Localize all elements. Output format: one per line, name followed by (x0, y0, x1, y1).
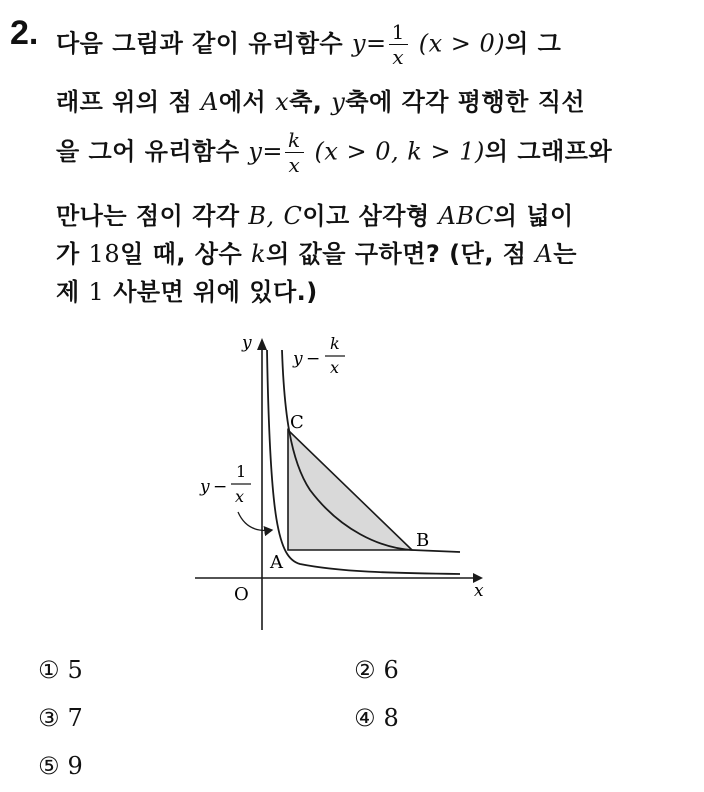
label-num: k (330, 334, 340, 353)
text-segment: 다음 그림과 같이 유리함수 (56, 29, 344, 58)
math-number: 18 (88, 240, 121, 268)
fraction-1-over-x (389, 22, 408, 67)
choice-value: 6 (383, 656, 399, 684)
fraction-denominator: x (288, 153, 301, 177)
fraction-k-over-x (285, 130, 304, 175)
question-line-4 (56, 196, 574, 231)
question-line-1 (56, 22, 561, 67)
text-segment: 만나는 점이 각각 (56, 202, 240, 230)
text-segment: 의 값을 구하면? (단, 점 (266, 240, 527, 268)
text-segment: 축에 각각 평행한 직선 (345, 88, 586, 116)
math-var: y (331, 88, 346, 116)
fraction-denominator: x (392, 45, 405, 69)
choice-mark: ③ (38, 704, 60, 732)
math-var: A (201, 88, 219, 116)
text-segment: 이고 삼각형 (302, 202, 430, 230)
curve-k-label (292, 334, 345, 377)
math-var: A (535, 240, 554, 268)
text-segment: 래프 위의 점 (56, 88, 193, 116)
label-lhs: y (200, 477, 210, 497)
math-var: y (248, 137, 263, 166)
math-var: ABC (438, 202, 494, 230)
choice-value: 5 (67, 656, 83, 684)
point-b-label: B (416, 530, 430, 551)
math-condition: (x > 0, k > 1) (314, 137, 485, 166)
question-number: 2. (10, 14, 39, 52)
choice-value: 9 (67, 752, 83, 780)
text-segment: 의 그래프와 (484, 137, 613, 166)
choice-mark: ① (38, 656, 60, 684)
text-segment: 에서 (218, 88, 267, 116)
math-number: 1 (88, 278, 105, 306)
curve-label-pointer (238, 512, 272, 530)
math-var: k (251, 240, 267, 268)
label-op: − (306, 349, 321, 369)
question-line-6 (56, 272, 318, 307)
origin-label: O (234, 584, 249, 605)
math-var: C (283, 202, 303, 230)
text-segment: 축, (289, 88, 323, 116)
label-op: − (213, 477, 228, 497)
choice-5[interactable] (38, 752, 83, 780)
label-den: x (330, 358, 340, 377)
point-c-label: C (290, 412, 304, 433)
figure-svg (190, 320, 500, 640)
text-segment: 는 (553, 240, 577, 268)
choice-value: 7 (67, 704, 83, 732)
choice-mark: ⑤ (38, 752, 60, 780)
text-segment: 의 그 (505, 29, 562, 58)
math-op: = (366, 29, 387, 58)
label-lhs: y (293, 349, 303, 369)
math-op: = (262, 137, 284, 166)
question-line-3 (56, 130, 612, 175)
fraction-numerator: 1 (389, 22, 408, 45)
choice-3[interactable] (38, 704, 83, 732)
choice-2[interactable] (354, 656, 399, 684)
label-num: 1 (236, 462, 247, 481)
math-condition: (x > 0) (418, 29, 506, 58)
text-segment: 가 (56, 240, 80, 268)
math-var: B, (248, 202, 275, 230)
choice-mark: ④ (354, 704, 376, 732)
fraction-numerator: k (285, 130, 304, 153)
triangle-abc (288, 430, 412, 550)
curve-1-label (199, 462, 251, 506)
label-den: x (235, 487, 245, 506)
x-axis-label: x (474, 581, 484, 601)
text-segment: 제 (56, 278, 80, 306)
text-segment: 일 때, 상수 (120, 240, 243, 268)
question-line-2 (56, 82, 585, 117)
choice-4[interactable] (354, 704, 399, 732)
y-axis-arrow-icon (257, 338, 267, 350)
math-var: y (351, 29, 367, 58)
text-segment: 사분면 위에 있다.) (113, 278, 318, 306)
text-segment: 의 넓이 (493, 202, 574, 230)
y-axis-label: y (242, 333, 252, 353)
choice-mark: ② (354, 656, 376, 684)
choice-1[interactable] (38, 656, 83, 684)
choice-value: 8 (383, 704, 399, 732)
text-segment: 을 그어 유리함수 (56, 137, 240, 166)
point-a-label: A (270, 552, 283, 573)
math-var: x (275, 88, 290, 116)
question-line-5 (56, 234, 577, 269)
hyperbola-figure (190, 320, 500, 640)
